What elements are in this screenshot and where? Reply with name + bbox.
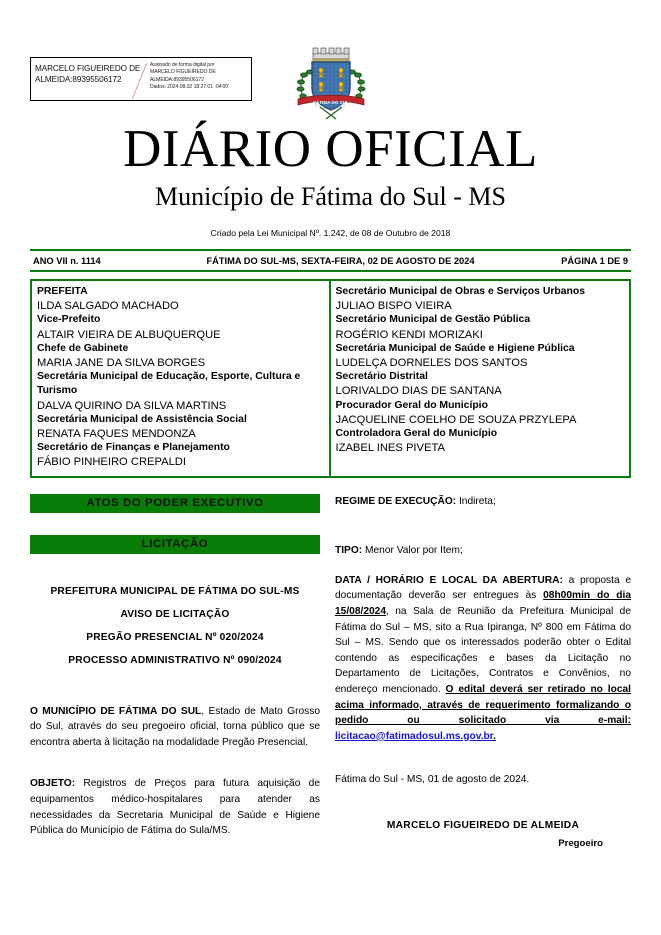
- column-gap: [320, 494, 335, 849]
- objeto-text: Registros de Preços para futura aquisição de equipamentos médico-hospitalares para atender as necessidades da Secretaria Municipal de Saúde e Higiene Pública do Município de Fátima do Sula/MS.: [30, 778, 320, 837]
- official-name: JULIAO BISPO VIEIRA: [335, 300, 452, 313]
- official-name: DALVA QUIRINO DA SILVA MARTINS: [37, 399, 227, 412]
- notice-heading-4: PROCESSO ADMINISTRATIVO Nº 090/2024: [68, 654, 282, 666]
- closing-date: Fátima do Sul - MS, 01 de agosto de 2024.: [335, 774, 530, 786]
- official-name: JACQUELINE COELHO DE SOUZA PRZYLEPA: [335, 413, 577, 426]
- official-name: ILDA SALGADO MACHADO: [37, 300, 179, 313]
- official-role: Procurador Geral do Município: [335, 399, 488, 411]
- official-name: MARIA JANE DA SILVA BORGES: [37, 357, 206, 370]
- signature-detail-line1: Assinado de forma digital por: [150, 62, 215, 68]
- page-title: DIÁRIO OFICIAL: [123, 120, 538, 178]
- official-role: Secretária Municipal de Saúde e Higiene Pública: [335, 342, 575, 354]
- regime-paragraph: [335, 494, 631, 510]
- official-name: LORIVALDO DIAS DE SANTANA: [335, 385, 502, 398]
- official-role: Chefe de Gabinete: [37, 342, 129, 354]
- notice-heading-3: PREGÃO PRESENCIAL Nº 020/2024: [86, 631, 264, 643]
- column-right: [335, 494, 631, 849]
- notice-heading-1: PREFEITURA MUNICIPAL DE FÁTIMA DO SUL-MS: [50, 585, 300, 597]
- officials-column-right: [331, 281, 630, 476]
- abertura-label: DATA / HORÁRIO E LOCAL DA ABERTURA:: [335, 574, 563, 586]
- banner-executive-acts: ATOS DO PODER EXECUTIVO: [30, 494, 320, 513]
- creation-law-text: Criado pela Lei Municipal Nº. 1.242, de 08 de Outubro de 2018: [210, 228, 451, 238]
- issue-place-date: FÁTIMA DO SUL-MS, SEXTA-FEIRA, 02 DE AGOSTO DE 2024: [206, 255, 475, 266]
- official-name: LUDELÇA DORNELES DOS SANTOS: [335, 357, 528, 370]
- regime-text: Indireta;: [456, 495, 496, 507]
- notice-heading-2: AVISO DE LICITAÇÃO: [120, 608, 230, 620]
- officials-column-left: [32, 281, 331, 476]
- issue-info-bar: [30, 249, 631, 272]
- signature-signer-line2: ALMEIDA:89395506172: [35, 75, 122, 84]
- official-role: PREFEITA: [37, 286, 88, 297]
- emblem-container: [0, 41, 661, 125]
- official-role: Secretária Municipal de Educação, Esporte, Cultura e Turismo: [37, 371, 301, 397]
- notice-intro-bold: O MUNICÍPIO DE FÁTIMA DO SUL: [30, 705, 202, 717]
- tipo-text: Menor Valor por Item;: [362, 545, 463, 557]
- licitacao-email-link[interactable]: licitacao@fatimadosul.ms.gov.br: [335, 730, 494, 742]
- signer-role: Pregoeiro: [558, 837, 603, 849]
- abertura-period: .: [493, 730, 496, 742]
- issue-year-number: ANO VII n. 1114: [33, 255, 101, 266]
- body-columns: [30, 494, 631, 849]
- official-name: IZABEL INES PIVETA: [335, 442, 445, 455]
- official-role: Secretário de Finanças e Planejamento: [37, 442, 230, 454]
- issue-page-number: PÁGINA 1 DE 9: [561, 255, 628, 266]
- official-role: Vice-Prefeito: [37, 314, 101, 326]
- regime-label: REGIME DE EXECUÇÃO:: [335, 495, 457, 507]
- tipo-paragraph: [335, 543, 631, 559]
- officials-table: [30, 279, 631, 478]
- official-role: Secretária Municipal de Assistência Social: [37, 413, 247, 425]
- official-name: RENATA FAQUES MENDONZA: [37, 428, 196, 441]
- notice-objeto-paragraph: [30, 776, 320, 838]
- objeto-label: OBJETO:: [30, 778, 76, 790]
- signature-detail-line3: ALMEIDA:89395506172: [150, 76, 204, 83]
- official-name: ROGÉRIO KENDI MORIZAKI: [335, 328, 483, 341]
- abertura-text-1: a proposta e documentação deverão ser entregues às: [335, 574, 632, 602]
- coat-of-arms-icon: [294, 41, 368, 125]
- column-left: [30, 494, 320, 849]
- notice-intro-paragraph: [30, 704, 320, 751]
- signature-detail-line2: MARCELO FIGUEIREDO DE: [150, 69, 216, 76]
- page-subtitle: Município de Fátima do Sul - MS: [155, 182, 506, 211]
- abertura-datetime: 08h00min do dia 15/08/2024: [335, 590, 631, 618]
- official-role: Secretário Distrital: [335, 371, 428, 383]
- official-role: Secretário Municipal de Obras e Serviços Urbanos: [335, 286, 585, 297]
- tipo-label: TIPO:: [335, 545, 363, 557]
- official-name: FÁBIO PINHEIRO CREPALDI: [37, 456, 186, 469]
- banner-bidding: LICITAÇÃO: [30, 535, 320, 554]
- notice-intro-rest: , Estado de Mato Grosso do Sul, através do seu pregoeiro oficial, torna público que se encontra aberta à licitação na modalidade Pregão Presencial.: [30, 705, 320, 748]
- edital-retirada-notice: O edital deverá ser retirado no local acima informado, através de requerimento formalizando o pedido ou solicitado via e-mail:: [335, 683, 631, 727]
- abertura-text-2: , na Sala de Reunião da Prefeitura Municipal de Fátima do Sul – MS, sito a Rua Ipiranga, Nº 800 em Fátima do Sul – MS. Sendo que os interessados poderão obter o Edital contendo as especificações e bases da Licitação no Departamento de Licitações, Contratos e Convênios, no endereço mencionado.: [335, 606, 631, 695]
- abertura-paragraph: [335, 573, 631, 745]
- official-role: Controladora Geral do Município: [335, 428, 498, 440]
- signer-name: MARCELO FIGUEIREDO DE ALMEIDA: [386, 819, 580, 831]
- official-name: ALTAIR VIEIRA DE ALBUQUERQUE: [37, 328, 221, 341]
- signature-signer-line1: MARCELO FIGUEIREDO DE: [35, 64, 141, 73]
- emblem-ribbon-text: FÁTIMA DO SUL: [312, 100, 349, 105]
- signature-detail-line4: Dados: 2024.08.02 18:27:01 -04'00': [150, 84, 229, 91]
- official-role: Secretário Municipal de Gestão Pública: [335, 314, 531, 326]
